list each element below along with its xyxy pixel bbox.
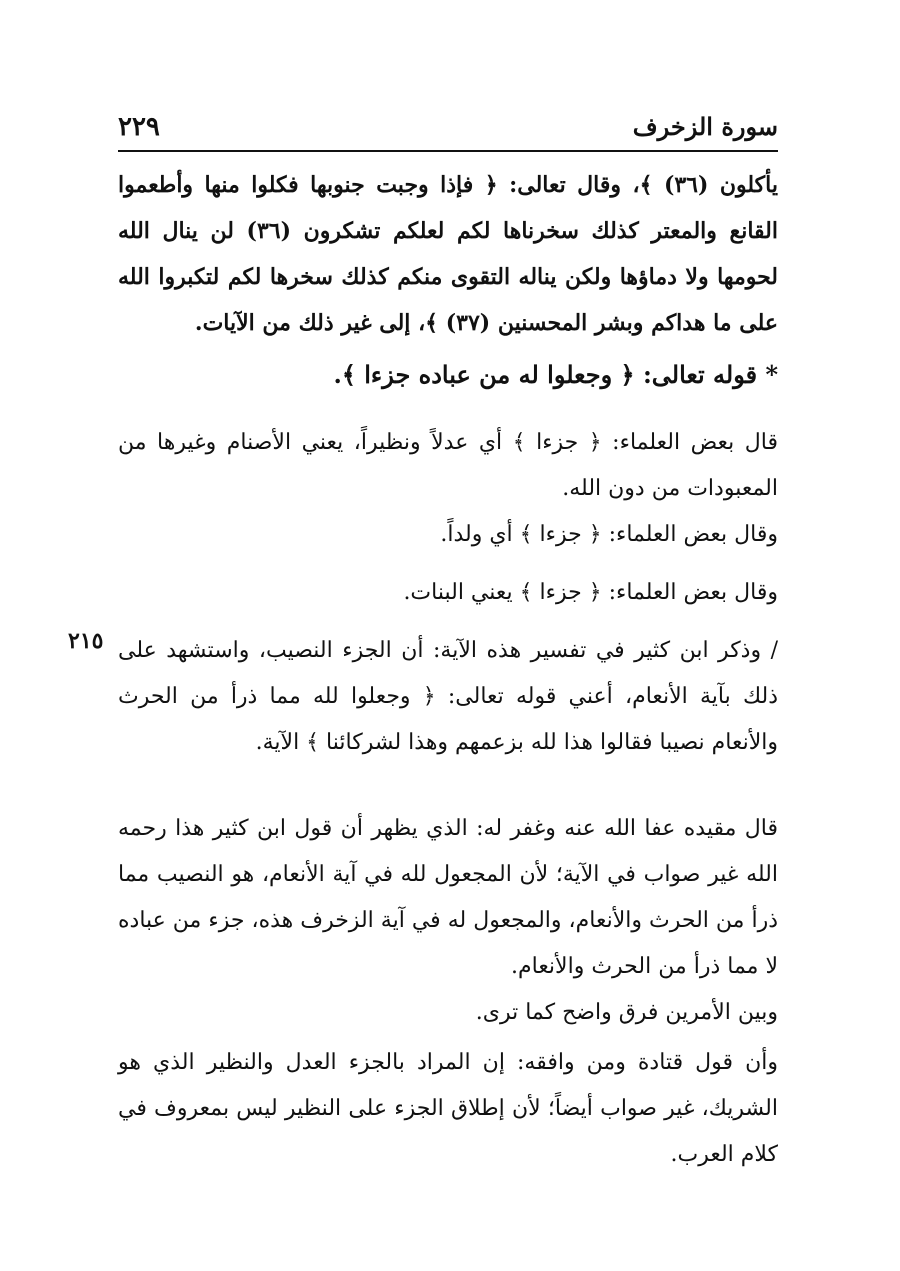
paragraph-6: / وذكر ابن كثير في تفسير هذه الآية: أن الجزء النصيب، واستشهد على ذلك بآية الأنعام، أعني قوله تعالى: ﴿ وجعلوا لله مما ذرأ من الحرث والأنعام نصيبا فقالوا هذا لله بزعمهم وهذا لشركائنا ﴾ الآية. [118,638,778,755]
paragraph-quran-citations [118,162,778,346]
header-divider [118,150,778,152]
paragraph-7: قال مقيده عفا الله عنه وغفر له: الذي يظهر أن قول ابن كثير هذا رحمه الله غير صواب في الآية؛ لأن المجعول لله في آية الأنعام، هو النصيب مما ذرأ من الحرث والأنعام، والمجعول له في آية الزخرف هذه، جزء من عباده لا مما ذرأ من الحرث والأنعام. [118,816,778,979]
paragraph-block-6 [118,628,778,766]
paragraph-8: وبين الأمرين فرق واضح كما ترى. [475,1000,778,1025]
paragraph-block-5 [118,570,778,616]
paragraph-block-4 [118,512,778,558]
section-heading [118,352,778,398]
paragraph-block-3 [118,420,778,512]
paragraph-block-9 [118,1040,778,1178]
page-number: ٢٢٩ [118,112,160,142]
paragraph-9: وأن قول قتادة ومن وافقه: إن المراد بالجزء العدل والنظير الذي هو الشريك، غير صواب أيضاً؛ لأن إطلاق الجزء على النظير ليس بمعروف في كلام العرب. [118,1050,778,1167]
paragraph-1: يأكلون (٣٦) ﴾، وقال تعالى: ﴿ فإذا وجبت جنوبها فكلوا منها وأطعموا القانع والمعتر كذلك سخرناها لكم لعلكم تشكرون (٣٦) لن ينال الله لحومها ولا دماؤها ولكن يناله التقوى منكم كذلك سخرها لكم لتكبروا الله على ما هداكم وبشر المحسنين (٣٧) ﴾، إلى غير ذلك من الآيات. [118,172,778,336]
paragraph-block-8 [118,990,778,1036]
page-header [118,110,778,150]
paragraph-5: وقال بعض العلماء: ﴿ جزءا ﴾ يعني البنات. [403,580,778,605]
paragraph-4: وقال بعض العلماء: ﴿ جزءا ﴾ أي ولداً. [440,522,778,547]
paragraph-block-7 [118,806,778,990]
paragraph-2: * قوله تعالى: ﴿ وجعلوا له من عباده جزءا ﴾. [333,360,778,389]
surah-title: سورة الزخرف [632,112,778,141]
margin-page-reference: ٢١٥ [68,628,104,654]
paragraph-3: قال بعض العلماء: ﴿ جزءا ﴾ أي عدلاً ونظيراً، يعني الأصنام وغيرها من المعبودات من دون الله. [118,430,778,501]
